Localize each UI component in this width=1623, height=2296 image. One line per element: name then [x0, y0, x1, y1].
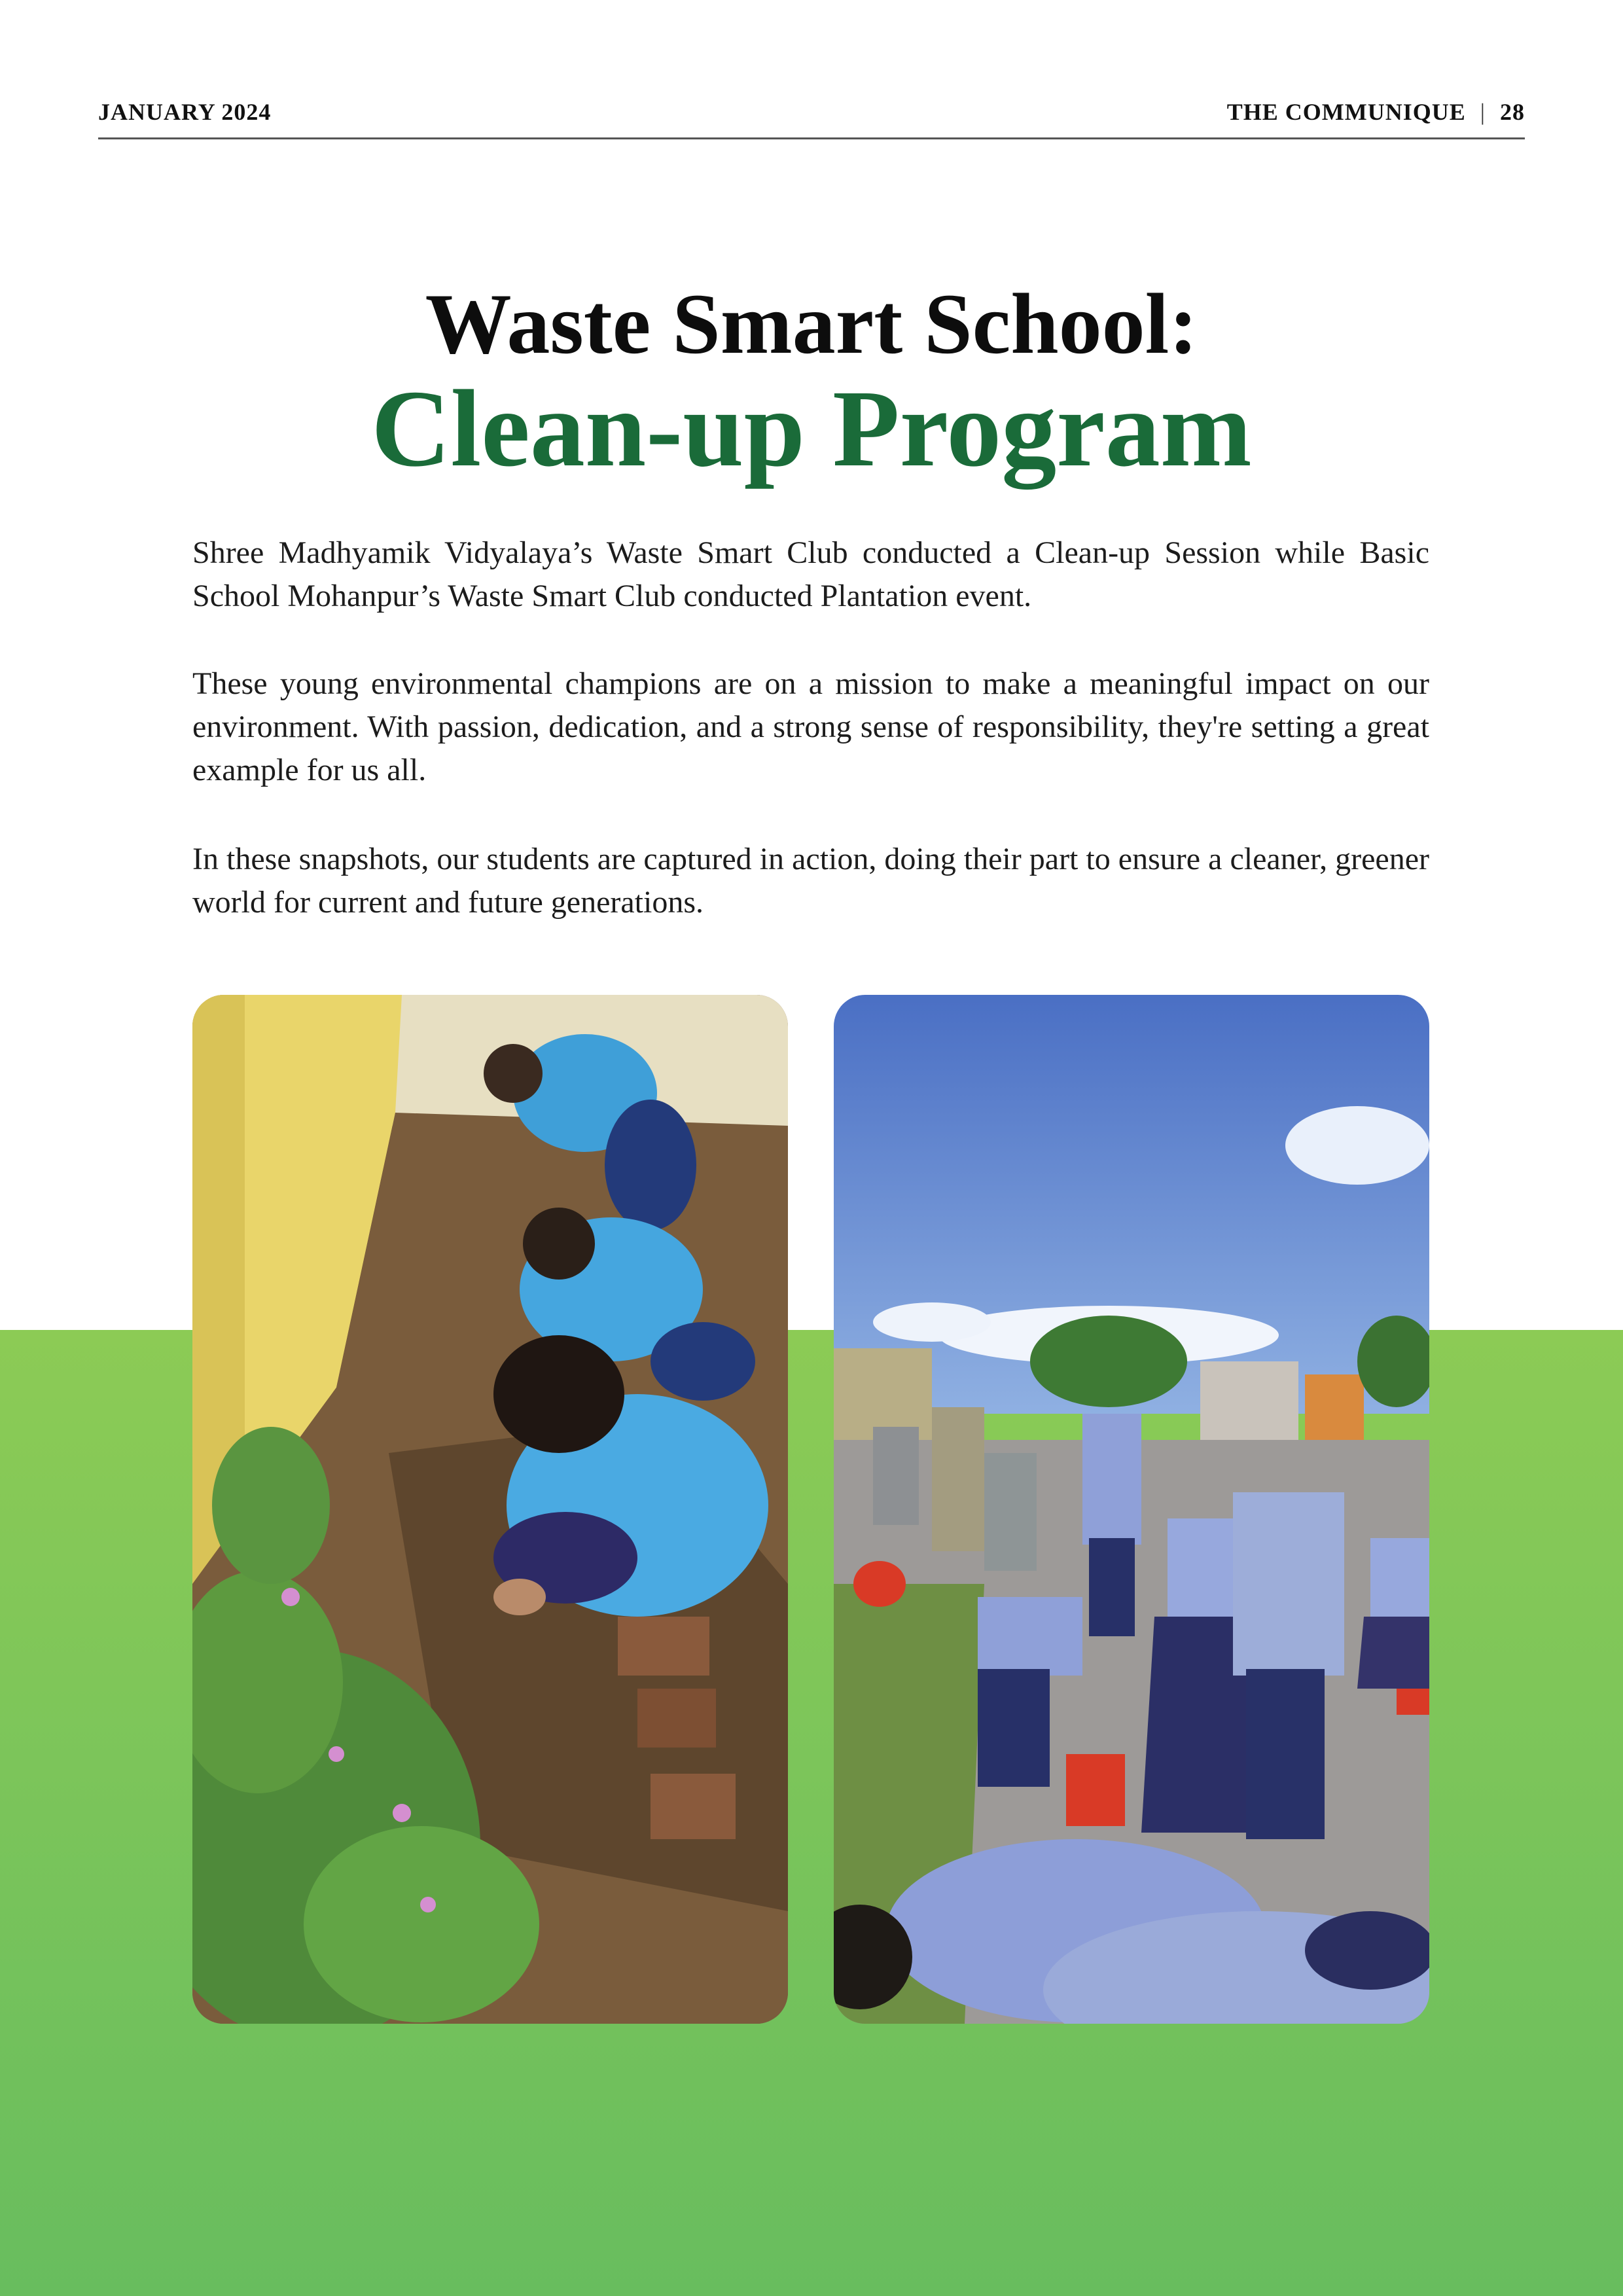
cleanup-photo [834, 995, 1429, 2024]
article-title: Waste Smart School: [425, 276, 1198, 372]
page-number: 28 [1500, 99, 1525, 125]
page-header [98, 92, 1525, 139]
issue-date: JANUARY 2024 [98, 99, 272, 125]
paragraph-snapshots: In these snapshots, our students are captured in action, doing their part to ensure a cleaner, greener world for current and future generations. [192, 842, 1429, 920]
publication-name: THE COMMUNIQUE [1226, 99, 1466, 125]
paragraph-intro: Shree Madhyamik Vidyalaya’s Waste Smart Club conducted a Clean-up Session while Basic School Mohanpur’s Waste Smart Club conducted Plantation event. [192, 535, 1429, 613]
paragraph-champions: These young environmental champions are on a mission to make a meaningful impact on our environment. With passion, dedication, and a strong sense of responsibility, they're setting a great example for us all. [192, 666, 1429, 787]
header-separator: | [1480, 99, 1486, 125]
header-right [1227, 98, 1525, 126]
plantation-photo [192, 995, 788, 2024]
article-subtitle: Clean-up Program [371, 368, 1252, 490]
cleanup-photo-image [834, 995, 1429, 2024]
plantation-photo-image [192, 995, 788, 2024]
